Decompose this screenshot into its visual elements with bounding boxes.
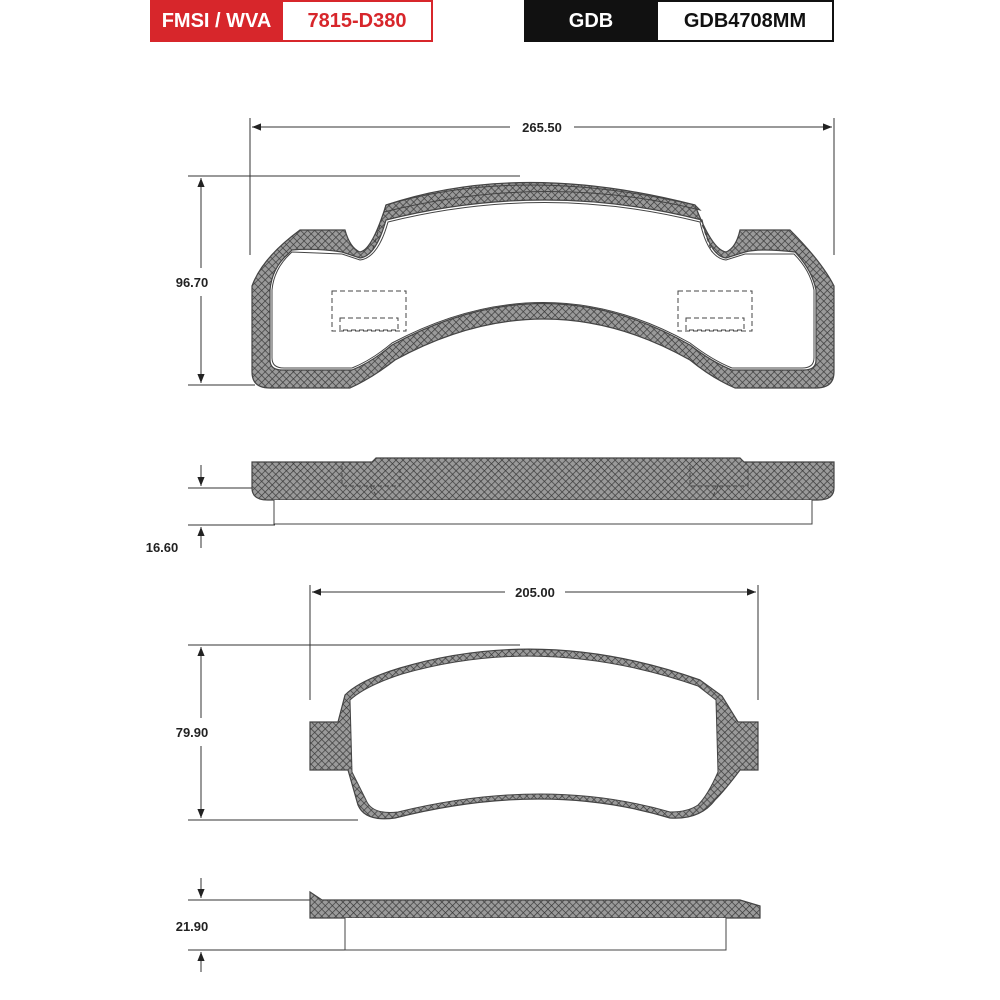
inner-pad-front-view bbox=[176, 585, 758, 820]
inner-width-label: 205.00 bbox=[515, 585, 555, 600]
gdb-value: GDB4708MM bbox=[658, 0, 834, 42]
outer-pad-front-view bbox=[176, 118, 834, 388]
fmsi-label: FMSI / WVA bbox=[150, 0, 283, 42]
outer-height-label: 96.70 bbox=[175, 275, 209, 290]
inner-pad-side-view bbox=[176, 878, 760, 972]
gdb-label: GDB bbox=[524, 0, 658, 42]
inner-height-label: 79.90 bbox=[175, 725, 209, 740]
outer-width-label: 265.50 bbox=[522, 120, 562, 135]
inner-thickness-label: 21.90 bbox=[175, 919, 209, 934]
outer-pad-side-view bbox=[146, 458, 834, 555]
fmsi-value: 7815-D380 bbox=[283, 0, 433, 42]
outer-thickness-label: 16.60 bbox=[145, 540, 179, 555]
